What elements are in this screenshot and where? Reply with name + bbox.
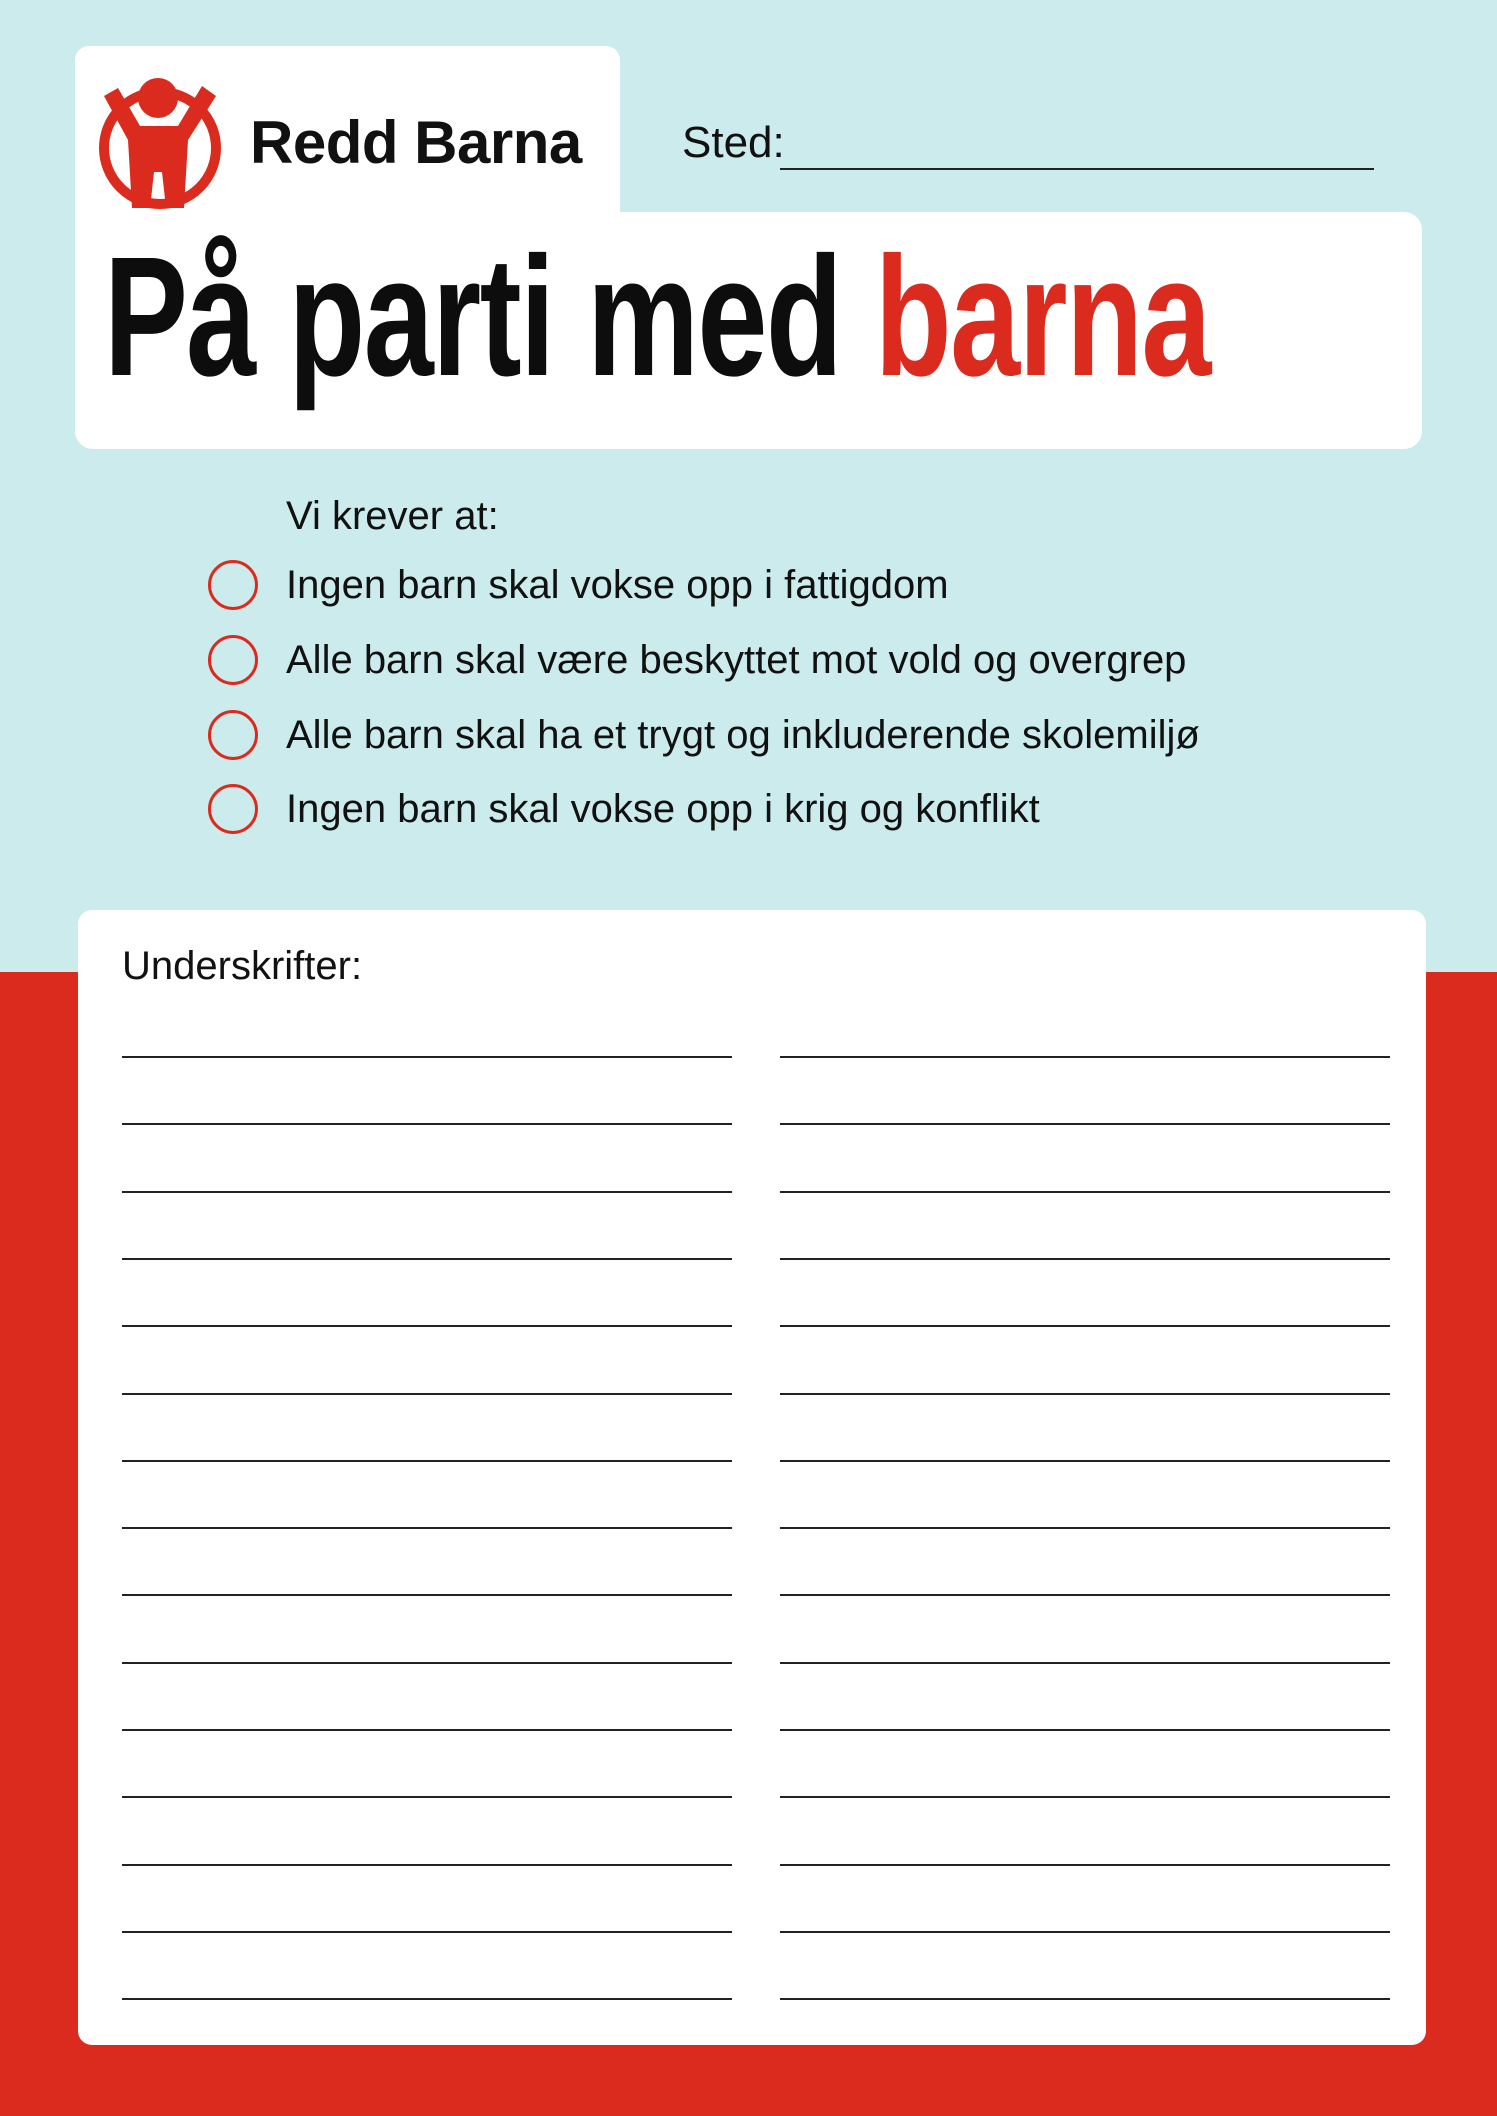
demand-item xyxy=(208,784,1408,840)
demand-checkbox[interactable] xyxy=(208,710,258,760)
demand-item xyxy=(208,710,1408,766)
demand-checkbox[interactable] xyxy=(208,560,258,610)
signature-line-left[interactable] xyxy=(122,1056,732,1058)
place-label: Sted: xyxy=(682,118,785,167)
signature-line-right[interactable] xyxy=(780,1191,1390,1193)
demand-text: Ingen barn skal vokse opp i krig og konflikt xyxy=(286,787,1040,831)
signature-line-right[interactable] xyxy=(780,1527,1390,1529)
signature-line-left[interactable] xyxy=(122,1864,732,1866)
signature-line-right[interactable] xyxy=(780,1864,1390,1866)
place-input-line[interactable] xyxy=(780,168,1374,170)
demand-checkbox[interactable] xyxy=(208,784,258,834)
signature-line-left[interactable] xyxy=(122,1258,732,1260)
signature-line-left[interactable] xyxy=(122,1931,732,1933)
demand-text: Ingen barn skal vokse opp i fattigdom xyxy=(286,563,949,607)
signature-line-left[interactable] xyxy=(122,1527,732,1529)
signature-line-left[interactable] xyxy=(122,1796,732,1798)
signature-line-left[interactable] xyxy=(122,1729,732,1731)
signature-line-left[interactable] xyxy=(122,1460,732,1462)
signature-line-right[interactable] xyxy=(780,1931,1390,1933)
signature-line-right[interactable] xyxy=(780,1594,1390,1596)
signature-line-right[interactable] xyxy=(780,1123,1390,1125)
signature-line-right[interactable] xyxy=(780,1662,1390,1664)
demand-checkbox[interactable] xyxy=(208,635,258,685)
child-arms-raised-icon xyxy=(96,74,228,214)
signature-line-left[interactable] xyxy=(122,1191,732,1193)
demand-text: Alle barn skal ha et trygt og inkluderende skolemiljø xyxy=(286,713,1200,757)
signature-card xyxy=(78,910,1426,2045)
signature-line-right[interactable] xyxy=(780,1460,1390,1462)
signature-line-right[interactable] xyxy=(780,1998,1390,2000)
demand-item xyxy=(208,635,1408,691)
signatures-label: Underskrifter: xyxy=(122,944,363,988)
signature-line-right[interactable] xyxy=(780,1056,1390,1058)
demand-item xyxy=(208,560,1408,616)
signature-line-left[interactable] xyxy=(122,1594,732,1596)
signature-line-left[interactable] xyxy=(122,1393,732,1395)
signature-line-right[interactable] xyxy=(780,1729,1390,1731)
title-part-black: På parti med xyxy=(104,222,842,412)
page-title xyxy=(104,222,1210,412)
signature-line-right[interactable] xyxy=(780,1258,1390,1260)
signature-line-left[interactable] xyxy=(122,1662,732,1664)
signature-line-left[interactable] xyxy=(122,1123,732,1125)
demands-intro: Vi krever at: xyxy=(286,494,499,538)
signature-line-right[interactable] xyxy=(780,1393,1390,1395)
signature-line-left[interactable] xyxy=(122,1325,732,1327)
signature-line-right[interactable] xyxy=(780,1325,1390,1327)
signature-line-left[interactable] xyxy=(122,1998,732,2000)
signature-line-right[interactable] xyxy=(780,1796,1390,1798)
title-part-red: barna xyxy=(874,222,1210,412)
brand-name: Redd Barna xyxy=(250,109,582,176)
demand-text: Alle barn skal være beskyttet mot vold og overgrep xyxy=(286,638,1187,682)
